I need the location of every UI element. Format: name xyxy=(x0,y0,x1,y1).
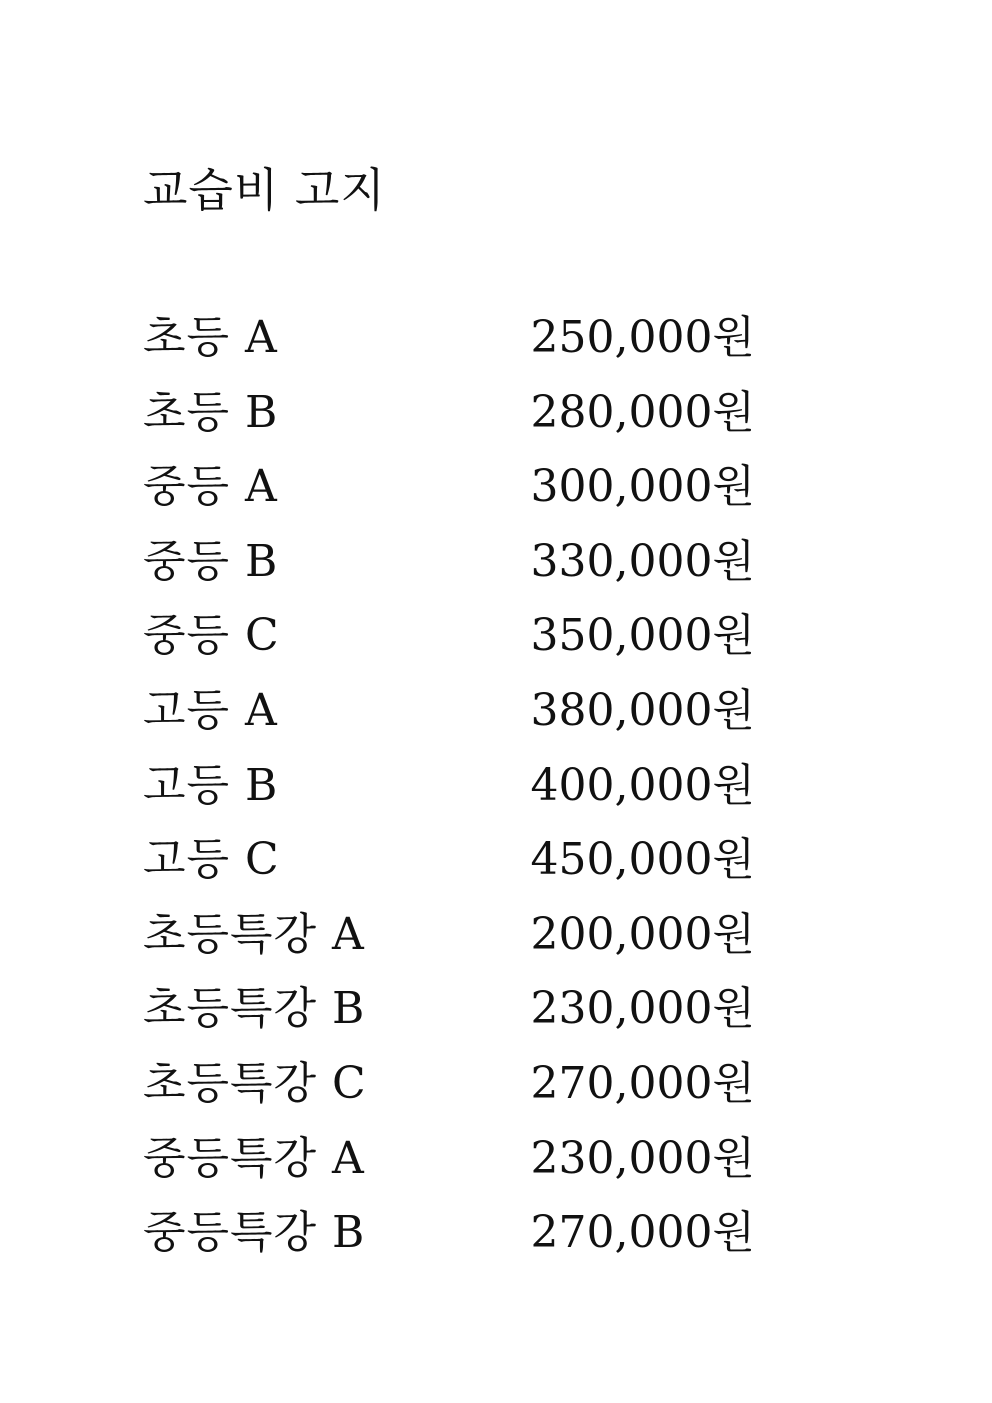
fee-row xyxy=(143,381,763,456)
fee-row xyxy=(143,1201,763,1276)
fee-row xyxy=(143,455,763,530)
fee-name: 고등 B xyxy=(143,759,279,811)
fee-name: 중등 B xyxy=(143,535,279,587)
page-title: 교습비 고지 xyxy=(143,163,386,217)
fee-amount: 350,000원 xyxy=(530,610,755,662)
fee-amount: 250,000원 xyxy=(530,312,755,363)
fee-name: 중등특강 B xyxy=(143,1207,366,1259)
fee-amount: 280,000원 xyxy=(530,386,755,438)
fee-name: 초등특강 A xyxy=(143,908,365,960)
fee-row xyxy=(143,604,763,679)
fee-name: 초등 B xyxy=(143,386,279,438)
fee-row xyxy=(143,679,763,754)
fee-row xyxy=(143,754,763,829)
fee-amount: 230,000원 xyxy=(530,1132,755,1184)
fee-amount: 200,000원 xyxy=(530,908,755,960)
fee-amount: 450,000원 xyxy=(530,834,755,886)
fee-row xyxy=(143,977,763,1052)
fee-amount: 300,000원 xyxy=(530,461,755,513)
fee-name: 중등특강 A xyxy=(143,1132,365,1184)
fee-name: 고등 C xyxy=(143,834,280,886)
fee-name: 중등 A xyxy=(143,461,278,513)
fee-row xyxy=(143,1052,763,1127)
fee-amount: 270,000원 xyxy=(530,1057,755,1109)
fee-list xyxy=(143,306,763,1276)
fee-name: 초등특강 B xyxy=(143,983,366,1035)
fee-name: 중등 C xyxy=(143,610,280,662)
fee-amount: 270,000원 xyxy=(530,1207,755,1259)
fee-amount: 380,000원 xyxy=(530,684,755,736)
fee-name: 초등 A xyxy=(143,312,278,363)
fee-row xyxy=(143,306,763,381)
fee-amount: 330,000원 xyxy=(530,535,755,587)
fee-amount: 230,000원 xyxy=(530,983,755,1035)
fee-row xyxy=(143,1127,763,1202)
fee-name: 고등 A xyxy=(143,684,278,736)
fee-amount: 400,000원 xyxy=(530,759,755,811)
fee-name: 초등특강 C xyxy=(143,1057,367,1109)
fee-row xyxy=(143,903,763,978)
fee-row xyxy=(143,530,763,605)
fee-row xyxy=(143,828,763,903)
